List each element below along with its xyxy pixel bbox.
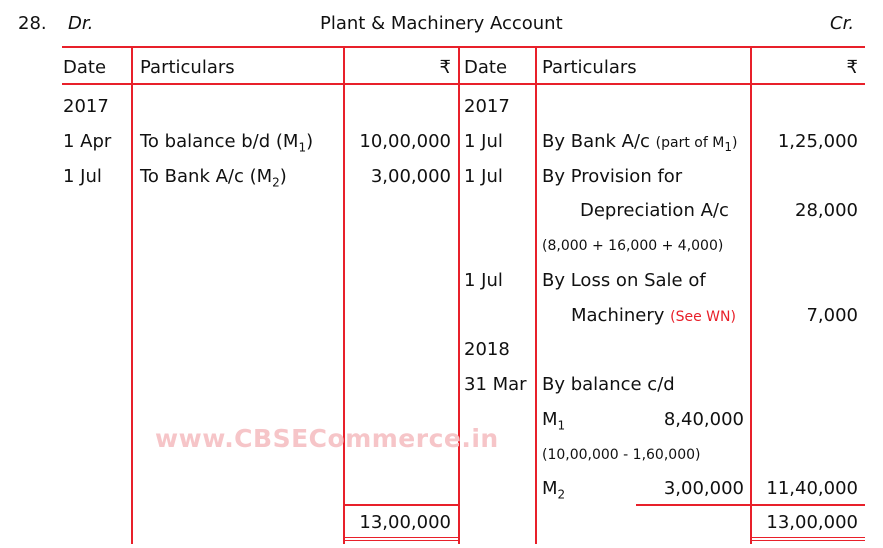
double-rule xyxy=(343,537,460,538)
credit-particulars: By Bank A/c (part of $M_1$) xyxy=(542,131,738,154)
col-divider xyxy=(131,46,133,544)
calc-note: (8,000 + 16,000 + 4,000) xyxy=(542,238,724,254)
credit-date: 1 Jul xyxy=(464,131,503,152)
m2-label: $M_2$ xyxy=(542,478,566,502)
credit-amount: 7,000 xyxy=(806,305,858,326)
balance-amount: 11,40,000 xyxy=(766,478,858,499)
double-rule xyxy=(750,540,865,541)
dr-label: Dr. xyxy=(68,13,94,34)
watermark: www.CBSECommerce.in xyxy=(155,424,499,453)
account-title: Plant & Machinery Account xyxy=(320,13,563,34)
cr-label: Cr. xyxy=(830,13,855,34)
total-rule xyxy=(636,504,865,506)
credit-date: 1 Jul xyxy=(464,166,503,187)
double-rule xyxy=(343,540,460,541)
credit-total: 13,00,000 xyxy=(766,512,858,533)
debit-particulars: To Bank A/c $(M_2)$ xyxy=(140,166,287,190)
credit-date: 31 Mar xyxy=(464,374,527,395)
header-rule xyxy=(62,83,865,85)
credit-amount: 1,25,000 xyxy=(777,131,858,152)
col-divider xyxy=(535,46,537,544)
credit-amount: 28,000 xyxy=(795,200,858,221)
header-particulars: Particulars xyxy=(542,57,637,78)
credit-particulars: By Loss on Sale of xyxy=(542,270,706,291)
credit-particulars: By Provision for xyxy=(542,166,683,187)
total-rule xyxy=(343,504,460,506)
header-date: Date xyxy=(464,57,508,78)
credit-year: 2017 xyxy=(464,96,510,117)
header-particulars: Particulars xyxy=(140,57,235,78)
header-date: Date xyxy=(63,57,107,78)
double-rule xyxy=(750,537,865,538)
credit-particulars: Machinery (See WN) xyxy=(571,305,736,326)
credit-year: 2018 xyxy=(464,339,510,360)
question-number: 28. xyxy=(18,13,47,34)
col-divider xyxy=(750,46,752,544)
see-wn-note: (See WN) xyxy=(670,309,736,325)
header-amount: ₹ xyxy=(439,57,451,78)
credit-particulars: Depreciation A/c xyxy=(580,200,729,221)
debit-total: 13,00,000 xyxy=(359,512,451,533)
header-amount: ₹ xyxy=(846,57,858,78)
m1-amount: 8,40,000 xyxy=(663,409,744,430)
debit-date: 1 Apr xyxy=(63,131,112,152)
col-divider xyxy=(343,46,345,544)
credit-particulars: By balance c/d xyxy=(542,374,675,395)
top-rule xyxy=(62,46,865,48)
debit-amount: 3,00,000 xyxy=(370,166,451,187)
debit-amount: 10,00,000 xyxy=(359,131,451,152)
credit-date: 1 Jul xyxy=(464,270,503,291)
debit-date: 1 Jul xyxy=(63,166,102,187)
calc-note: (10,00,000 - 1,60,000) xyxy=(542,447,701,463)
m2-amount: 3,00,000 xyxy=(663,478,744,499)
col-divider xyxy=(458,46,460,544)
debit-year: 2017 xyxy=(63,96,109,117)
m1-label: $M_1$ xyxy=(542,409,566,433)
debit-particulars: To balance b/d $(M_1)$ xyxy=(140,131,314,155)
